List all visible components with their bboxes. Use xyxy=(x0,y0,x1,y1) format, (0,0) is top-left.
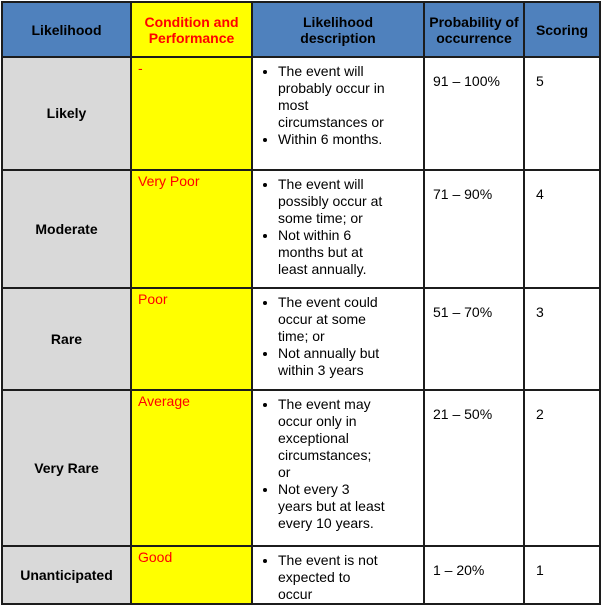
table-row xyxy=(2,57,600,170)
header-condition-performance: Condition and Performance xyxy=(131,2,252,57)
scoring-cell: 5 xyxy=(524,57,600,170)
probability-cell: 1 – 20% xyxy=(424,546,524,604)
probability-cell: 51 – 70% xyxy=(424,288,524,390)
scoring-cell: 3 xyxy=(524,288,600,390)
bullet-item: • Within 6 months. xyxy=(278,131,385,148)
probability-cell: 91 – 100% xyxy=(424,57,524,170)
scoring-cell: 4 xyxy=(524,170,600,288)
condition-cell: Good xyxy=(131,546,252,604)
bullet-item: • Not every 3 years but at least every 10 years. xyxy=(278,481,385,532)
likelihood-cell: Unanticipated xyxy=(2,546,131,604)
bullet-item: • The event may occur only in exceptional circumstances; or xyxy=(278,396,385,481)
description-list xyxy=(253,171,423,278)
description-list xyxy=(253,289,423,379)
description-cell xyxy=(252,546,424,604)
bullet-item: • The event will possibly occur at some time; or xyxy=(278,176,385,227)
description-list xyxy=(253,391,423,532)
condition-cell: Very Poor xyxy=(131,170,252,288)
bullet-item: • Not within 6 months but at least annually. xyxy=(278,227,385,278)
description-list xyxy=(253,58,423,148)
condition-cell: Average xyxy=(131,390,252,546)
likelihood-cell: Likely xyxy=(2,57,131,170)
likelihood-cell: Very Rare xyxy=(2,390,131,546)
bullet-item: • The event could occur at some time; or xyxy=(278,294,385,345)
bullet-item: • The event will probably occur in most circumstances or xyxy=(278,63,385,131)
scoring-cell: 2 xyxy=(524,390,600,546)
likelihood-cell: Moderate xyxy=(2,170,131,288)
condition-cell: - xyxy=(131,57,252,170)
description-cell xyxy=(252,288,424,390)
description-cell xyxy=(252,170,424,288)
description-cell xyxy=(252,390,424,546)
header-probability-of-occurrence: Probability of occurrence xyxy=(424,2,524,57)
header-likelihood-description: Likelihood description xyxy=(252,2,424,57)
header-row xyxy=(2,2,600,57)
condition-cell: Poor xyxy=(131,288,252,390)
table-row xyxy=(2,288,600,390)
probability-cell: 71 – 90% xyxy=(424,170,524,288)
risk-likelihood-table xyxy=(1,1,601,605)
table-row xyxy=(2,390,600,546)
description-cell xyxy=(252,57,424,170)
table-row xyxy=(2,546,600,604)
bullet-item: • Not annually but within 3 years xyxy=(278,345,385,379)
likelihood-cell: Rare xyxy=(2,288,131,390)
description-list xyxy=(253,547,423,603)
table-row xyxy=(2,170,600,288)
probability-cell: 21 – 50% xyxy=(424,390,524,546)
header-scoring: Scoring xyxy=(524,2,600,57)
scoring-cell: 1 xyxy=(524,546,600,604)
header-likelihood: Likelihood xyxy=(2,2,131,57)
bullet-item: • The event is not expected to occur xyxy=(278,552,385,603)
